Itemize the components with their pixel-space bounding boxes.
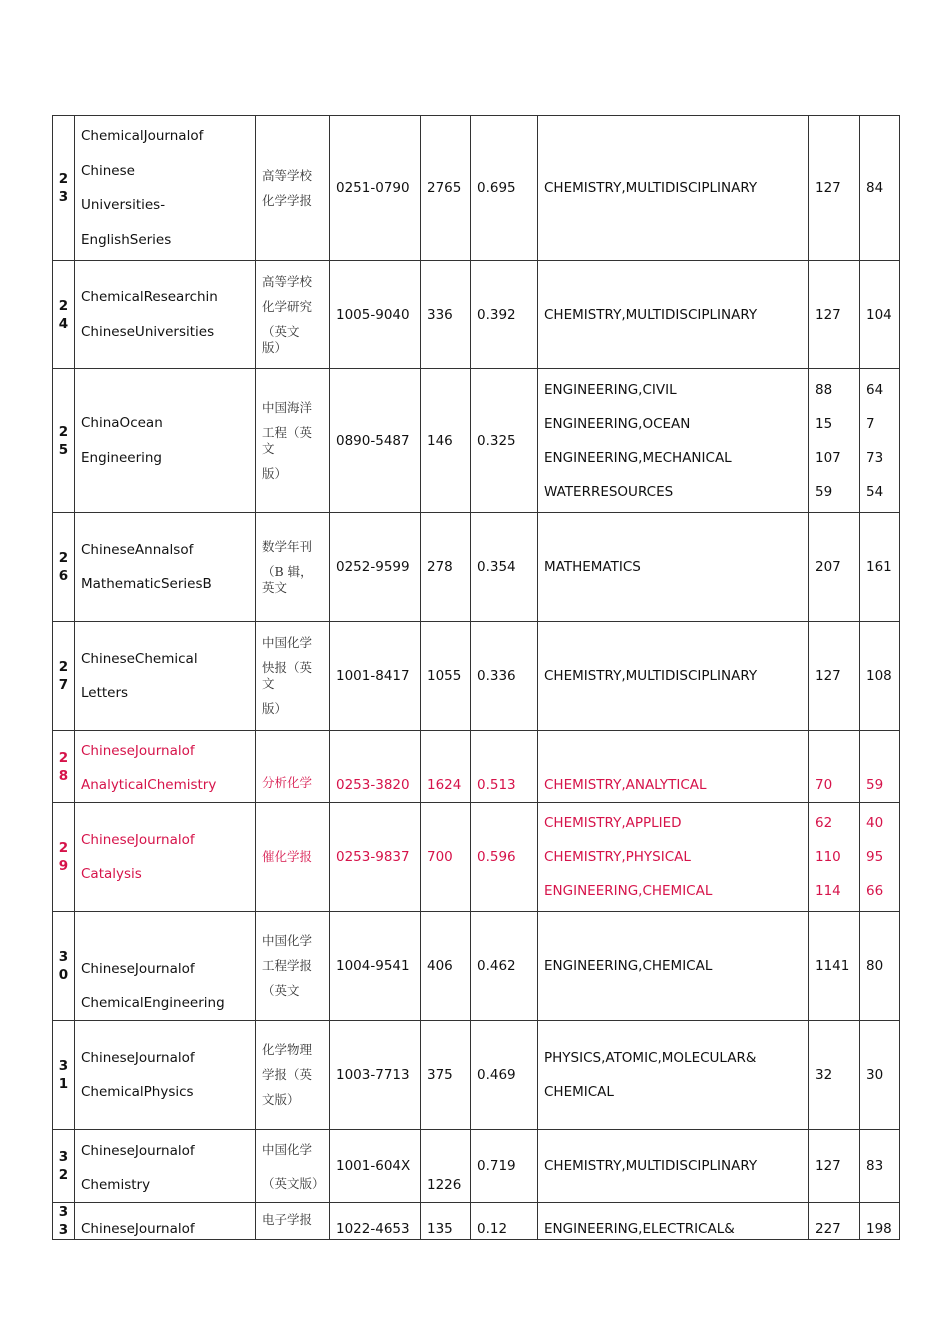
table-row — [53, 731, 900, 803]
table-row — [53, 912, 900, 1021]
impact-factor: 0.596 — [471, 803, 538, 912]
category-count: 227 — [809, 1203, 860, 1240]
total-cites: 1055 — [421, 622, 471, 731]
impact-factor: 0.462 — [471, 912, 538, 1021]
issn: 1001-604X — [330, 1130, 421, 1203]
journal-name: ChineseJournalof Chemistry — [75, 1130, 256, 1203]
row-number: 2 3 — [53, 116, 75, 261]
category-count: 1141 — [809, 912, 860, 1021]
subject-category: ENGINEERING,CIVIL ENGINEERING,OCEAN ENGINEERING,MECHANICAL WATERRESOURCES — [538, 369, 809, 513]
issn: 0253-9837 — [330, 803, 421, 912]
impact-factor: 0.325 — [471, 369, 538, 513]
total-cites: 135 — [421, 1203, 471, 1240]
issn: 0890-5487 — [330, 369, 421, 513]
category-rank: 30 — [860, 1021, 900, 1130]
chinese-title: 高等学校 化学学报 — [256, 116, 330, 261]
row-number: 3 2 — [53, 1130, 75, 1203]
impact-factor: 0.12 — [471, 1203, 538, 1240]
journal-name: ChemicalResearchin ChineseUniversities — [75, 261, 256, 369]
category-rank: 84 — [860, 116, 900, 261]
category-count: 88 15 107 59 — [809, 369, 860, 513]
row-number: 2 6 — [53, 513, 75, 622]
category-count: 207 — [809, 513, 860, 622]
total-cites: 1226 — [421, 1130, 471, 1203]
impact-factor: 0.513 — [471, 731, 538, 803]
impact-factor: 0.469 — [471, 1021, 538, 1130]
category-rank: 198 — [860, 1203, 900, 1240]
category-rank: 83 — [860, 1130, 900, 1203]
journal-name: ChineseAnnalsof MathematicSeriesB — [75, 513, 256, 622]
issn: 1005-9040 — [330, 261, 421, 369]
journal-name: ChineseJournalof — [75, 1203, 256, 1240]
category-count: 127 — [809, 261, 860, 369]
journal-name: ChineseJournalof ChemicalEngineering — [75, 912, 256, 1021]
category-rank: 80 — [860, 912, 900, 1021]
impact-factor: 0.695 — [471, 116, 538, 261]
subject-category: CHEMISTRY,MULTIDISCIPLINARY — [538, 622, 809, 731]
category-rank: 59 — [860, 731, 900, 803]
subject-category: CHEMISTRY,MULTIDISCIPLINARY — [538, 116, 809, 261]
journal-table — [52, 115, 900, 1240]
impact-factor: 0.719 — [471, 1130, 538, 1203]
chinese-title: 中国化学 （英文版） — [256, 1130, 330, 1203]
category-rank: 104 — [860, 261, 900, 369]
impact-factor: 0.392 — [471, 261, 538, 369]
impact-factor: 0.354 — [471, 513, 538, 622]
table-row — [53, 1130, 900, 1203]
journal-name: ChemicalJournalof Chinese Universities- EnglishSeries — [75, 116, 256, 261]
category-rank: 108 — [860, 622, 900, 731]
category-count: 127 — [809, 1130, 860, 1203]
subject-category: CHEMISTRY,MULTIDISCIPLINARY — [538, 1130, 809, 1203]
issn: 0253-3820 — [330, 731, 421, 803]
category-count: 32 — [809, 1021, 860, 1130]
total-cites: 2765 — [421, 116, 471, 261]
category-rank: 40 95 66 — [860, 803, 900, 912]
table-row — [53, 1203, 900, 1240]
chinese-title: 分析化学 — [256, 731, 330, 803]
chinese-title: 高等学校 化学研究 （英文 版） — [256, 261, 330, 369]
category-count: 70 — [809, 731, 860, 803]
journal-name: ChineseChemical Letters — [75, 622, 256, 731]
row-number: 2 9 — [53, 803, 75, 912]
subject-category: PHYSICS,ATOMIC,MOLECULAR& CHEMICAL — [538, 1021, 809, 1130]
total-cites: 1624 — [421, 731, 471, 803]
category-count: 127 — [809, 622, 860, 731]
chinese-title: 催化学报 — [256, 803, 330, 912]
category-count: 62 110 114 — [809, 803, 860, 912]
chinese-title: 中国化学 快报（英文 版） — [256, 622, 330, 731]
journal-name: ChineseJournalof ChemicalPhysics — [75, 1021, 256, 1130]
chinese-title: 中国海洋 工程（英文 版） — [256, 369, 330, 513]
row-number: 2 7 — [53, 622, 75, 731]
category-count: 127 — [809, 116, 860, 261]
row-number: 2 5 — [53, 369, 75, 513]
total-cites: 336 — [421, 261, 471, 369]
row-number: 3 1 — [53, 1021, 75, 1130]
journal-name: ChineseJournalof AnalyticalChemistry — [75, 731, 256, 803]
category-rank: 161 — [860, 513, 900, 622]
issn: 0251-0790 — [330, 116, 421, 261]
row-number: 2 8 — [53, 731, 75, 803]
row-number: 2 4 — [53, 261, 75, 369]
table-row — [53, 261, 900, 369]
issn: 1004-9541 — [330, 912, 421, 1021]
table-row — [53, 622, 900, 731]
table-row — [53, 369, 900, 513]
table-row — [53, 116, 900, 261]
subject-category: CHEMISTRY,APPLIED CHEMISTRY,PHYSICAL ENGINEERING,CHEMICAL — [538, 803, 809, 912]
chinese-title: 电子学报 — [256, 1203, 330, 1240]
journal-name: ChinaOcean Engineering — [75, 369, 256, 513]
subject-category: MATHEMATICS — [538, 513, 809, 622]
total-cites: 278 — [421, 513, 471, 622]
total-cites: 406 — [421, 912, 471, 1021]
table-row — [53, 1021, 900, 1130]
table-row — [53, 513, 900, 622]
subject-category: CHEMISTRY,MULTIDISCIPLINARY — [538, 261, 809, 369]
journal-name: ChineseJournalof Catalysis — [75, 803, 256, 912]
issn: 1003-7713 — [330, 1021, 421, 1130]
issn: 1022-4653 — [330, 1203, 421, 1240]
subject-category: CHEMISTRY,ANALYTICAL — [538, 731, 809, 803]
row-number: 3 3 — [53, 1203, 75, 1240]
issn: 0252-9599 — [330, 513, 421, 622]
chinese-title: 数学年刊 （B 辑，英文 — [256, 513, 330, 622]
total-cites: 700 — [421, 803, 471, 912]
impact-factor: 0.336 — [471, 622, 538, 731]
subject-category: ENGINEERING,CHEMICAL — [538, 912, 809, 1021]
row-number: 3 0 — [53, 912, 75, 1021]
chinese-title: 化学物理 学报（英 文版） — [256, 1021, 330, 1130]
category-rank: 64 7 73 54 — [860, 369, 900, 513]
subject-category: ENGINEERING,ELECTRICAL& — [538, 1203, 809, 1240]
total-cites: 146 — [421, 369, 471, 513]
table-row — [53, 803, 900, 912]
total-cites: 375 — [421, 1021, 471, 1130]
issn: 1001-8417 — [330, 622, 421, 731]
chinese-title: 中国化学 工程学报 （英文 — [256, 912, 330, 1021]
